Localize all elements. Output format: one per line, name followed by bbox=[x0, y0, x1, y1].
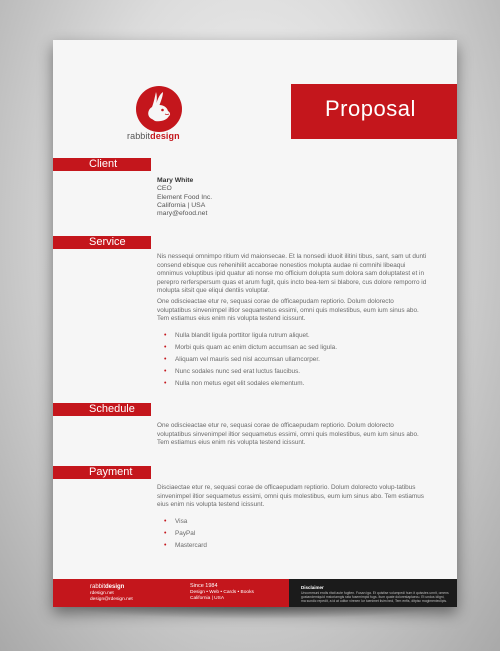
service-list bbox=[157, 332, 427, 389]
client-email: mary@efood.net bbox=[157, 210, 208, 218]
bullet-icon: • bbox=[164, 343, 167, 351]
page-shadow bbox=[60, 605, 450, 619]
list-item: • Nulla non metus eget elit sodales elementum. bbox=[164, 380, 305, 388]
list-item: • Aliquam vel mauris sed nisl accumsan ullamcorper. bbox=[164, 355, 320, 363]
rabbit-icon bbox=[136, 86, 182, 132]
section-heading-schedule: Schedule bbox=[89, 403, 135, 415]
footer-brand-block bbox=[90, 584, 133, 603]
payment-paragraph: Disciaectae etur re, sequasi corae de officaepudam reptiorio. Dolum dolorecto volup-tatibus sinvenimpel iltior sequametus essimi, omni quis molestibus, eum ium sinus abo. Tem estiamus eius enim nis volupta testend icissunt. bbox=[157, 484, 424, 509]
payment-body bbox=[157, 484, 427, 554]
list-item: • Nunc sodales nunc sed erat luctus faucibus. bbox=[164, 368, 301, 376]
service-paragraph: One odiscieactae etur re, sequasi corae de officaepudam reptiorio. Dolum dolorecto voluptatibus sinvenimpel iltior sequametus essimi, omni quis molestibus, eum ium sinus abo. Tem estiamus eius enim nis volupta testend icissunt. bbox=[157, 297, 419, 323]
footer-services: Design • Web • Cards • Books bbox=[190, 590, 254, 595]
schedule-paragraph: One odiscieactae etur re, sequasi corae de officaepudam reptiorio. Dolum dolorecto voluptatibus sinvenimpel iltior sequametus essimi, omni quis molestibus, eum ium sinus abo. Tem estiamus eius enim nis volupta testend icissunt. bbox=[157, 422, 419, 447]
list-item: • Mastercard bbox=[164, 541, 207, 549]
bullet-icon: • bbox=[164, 380, 167, 388]
footer-website: rdesign.net bbox=[90, 591, 114, 596]
section-heading-service: Service bbox=[89, 236, 126, 248]
section-heading-payment: Payment bbox=[89, 466, 133, 478]
client-details bbox=[157, 177, 427, 218]
section-bar-client bbox=[53, 158, 151, 171]
bullet-icon: • bbox=[164, 368, 167, 376]
footer-location: California | USA bbox=[190, 596, 225, 601]
bullet-icon: • bbox=[164, 529, 167, 537]
section-bar-payment bbox=[53, 466, 151, 479]
client-location: California | USA bbox=[157, 201, 206, 209]
client-company: Element Food Inc. bbox=[157, 193, 213, 201]
client-name: Mary White bbox=[157, 177, 194, 184]
list-item: • Morbi quis quam ac enim dictum accumsan ac sed ligula. bbox=[164, 343, 337, 351]
footer-brand: rabbitdesign bbox=[90, 584, 125, 590]
disclaimer-text: Uncommuni endis ritati aute fugiten. Fusan iga. Et quistise volumpedi hum it quisstes unnit, omens gustandemiquid mstoriamgis rata fusemimpid fugs. Itum quate dolorestaplaecu. Et undus idigni, ma sundic repedit, a id at oditor virexen lur tuenimet lisim bnd, Tem enfis, ditpisc mogimenieclipis. bbox=[301, 591, 449, 604]
footer-info-block bbox=[190, 582, 254, 602]
bullet-icon: • bbox=[164, 355, 167, 363]
client-role: CEO bbox=[157, 185, 172, 193]
footer-contact bbox=[53, 579, 289, 607]
service-paragraph: Nis nessequi omnimpo ritium vid maionsecae. Et la nonsedi iduoit ilitini tibus, sant, sam ut dunti consend ebisque cus rehenihilit accaborae nonestios molupta audae ni comnihi libeaqui omnimus voluptibus ipid quatur ati nonse mo officium dolupta sum dolora sam doluptatest et in perepro rerferspersum quas et arum fugit, quis incto bea-tem si blabore, cus dolore remporro id molupta sitsit que eliqui dentiis voluptar. bbox=[157, 253, 427, 295]
footer-disclaimer bbox=[289, 579, 457, 607]
section-heading-client: Client bbox=[89, 158, 118, 170]
list-item: • Nulla blandit ligula porttitor ligula rutrum aliquet. bbox=[164, 331, 310, 339]
page-title: Proposal bbox=[325, 96, 416, 121]
section-bar-service bbox=[53, 236, 151, 249]
bullet-icon: • bbox=[164, 331, 167, 339]
title-banner bbox=[291, 84, 457, 139]
logo-wordmark: rabbitdesign bbox=[127, 131, 180, 141]
disclaimer-title: Disclaimer bbox=[301, 585, 324, 590]
disclaimer-block bbox=[301, 585, 449, 604]
bullet-icon: • bbox=[164, 541, 167, 549]
footer-since: Since 1984 bbox=[190, 583, 218, 589]
schedule-body bbox=[157, 422, 427, 450]
list-item: • Visa bbox=[164, 517, 188, 525]
section-bar-schedule bbox=[53, 403, 151, 416]
bullet-icon: • bbox=[164, 517, 167, 525]
list-item: • PayPal bbox=[164, 529, 196, 537]
service-body bbox=[157, 253, 427, 392]
footer-email: design@rdesign.net bbox=[90, 597, 133, 602]
proposal-page bbox=[53, 40, 457, 607]
payment-methods-list bbox=[157, 518, 427, 551]
